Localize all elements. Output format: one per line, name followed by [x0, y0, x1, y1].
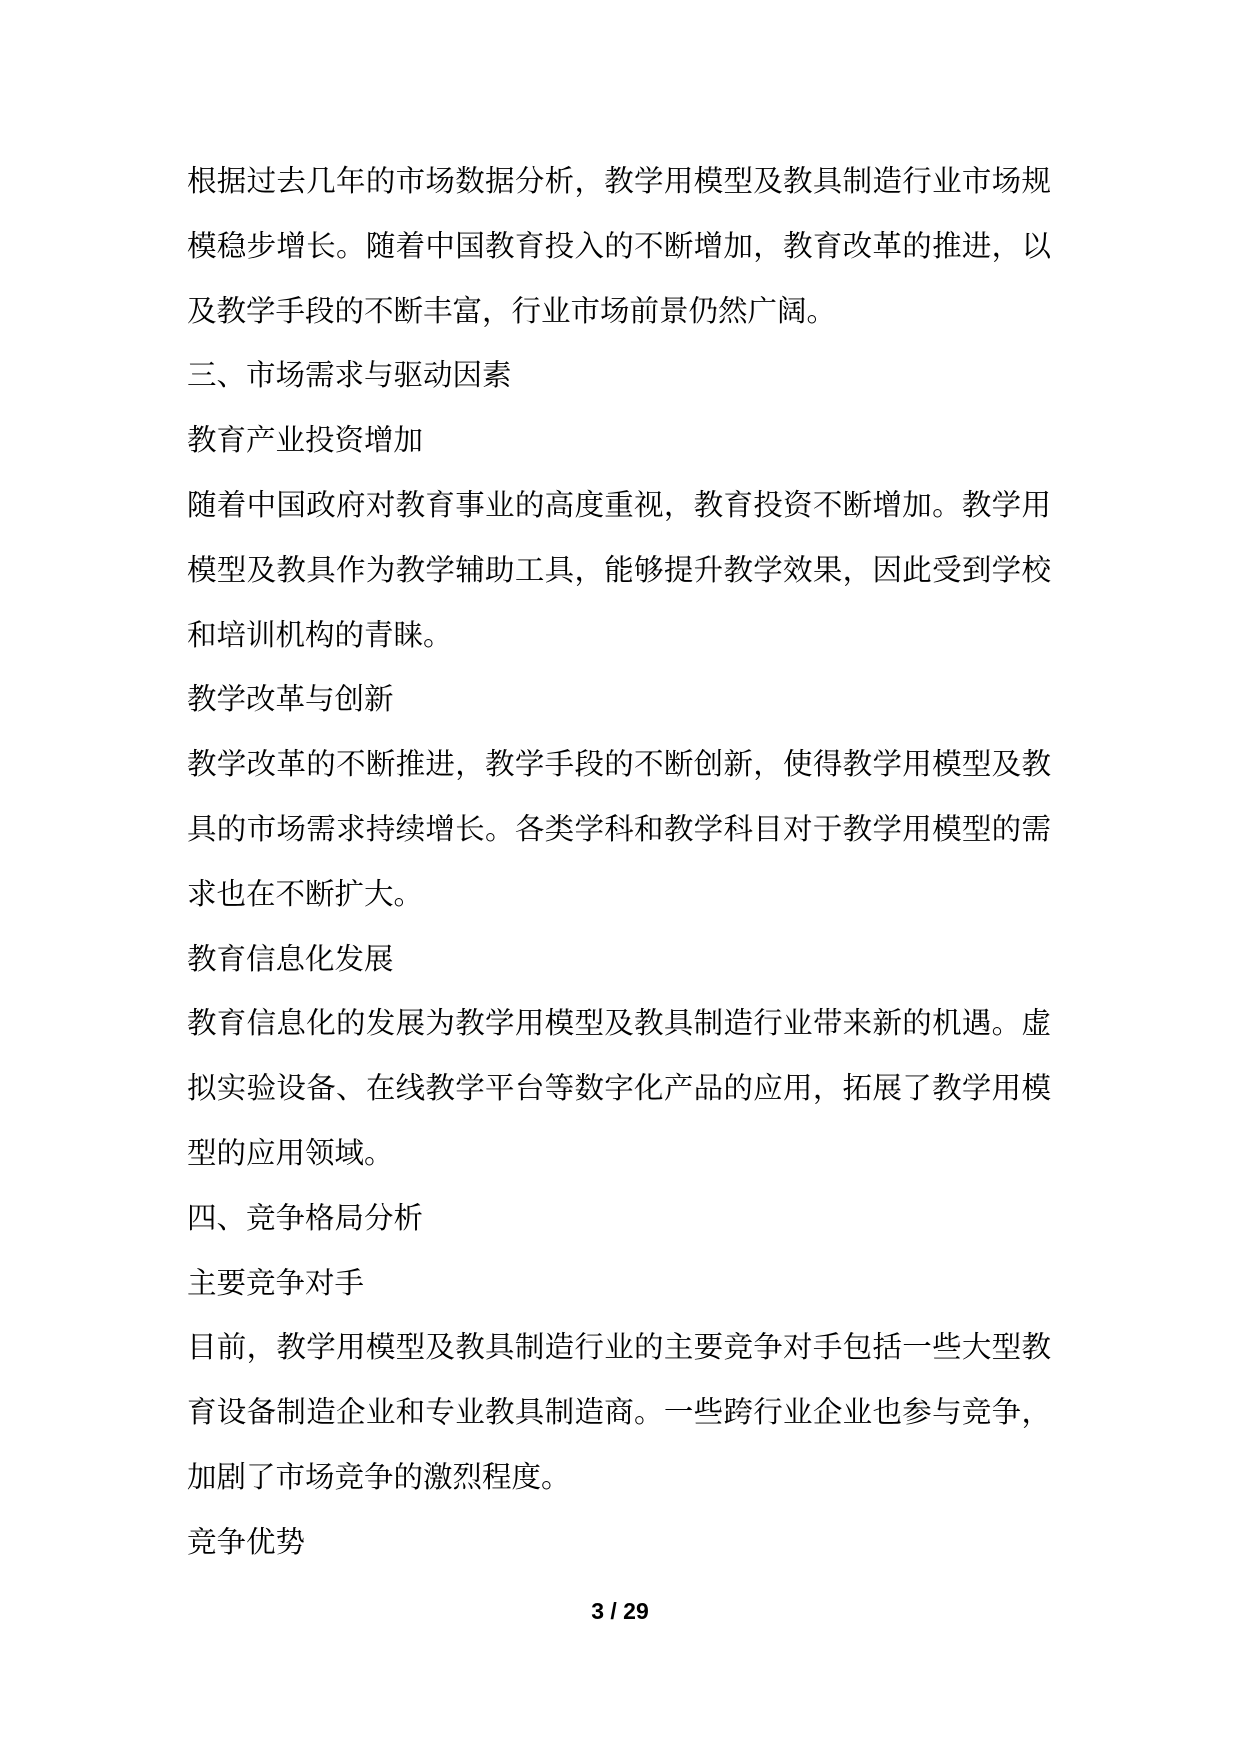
subheading-education-investment: 教育产业投资增加 [187, 425, 424, 458]
subheading-competitive-advantage: 竞争优势 [187, 1526, 306, 1559]
subheading-education-informatization: 教育信息化发展 [187, 943, 394, 976]
body-paragraph-main-competitors: 目前，教学用模型及教具制造行业的主要竞争对手包括一些大型教育设备制造企业和专业教具制造商。一些跨行业企业也参与竞争，加剧了市场竞争的激烈程度。 [187, 1332, 1051, 1494]
body-paragraph-market-growth: 根据过去几年的市场数据分析，教学用模型及教具制造行业市场规模稳步增长。随着中国教育投入的不断增加，教育改革的推进，以及教学手段的不断丰富，行业市场前景仍然广阔。 [187, 166, 1051, 328]
body-paragraph-education-investment: 随着中国政府对教育事业的高度重视，教育投资不断增加。教学用模型及教具作为教学辅助工具，能够提升教学效果，因此受到学校和培训机构的青睐。 [187, 489, 1051, 652]
section-heading-4-competition: 四、竞争格局分析 [187, 1202, 424, 1235]
section-heading-3-market-demand: 三、市场需求与驱动因素 [187, 360, 512, 393]
subheading-teaching-reform: 教学改革与创新 [187, 684, 394, 717]
subheading-main-competitors: 主要竞争对手 [187, 1267, 365, 1300]
body-paragraph-education-informatization: 教育信息化的发展为教学用模型及教具制造行业带来新的机遇。虚拟实验设备、在线教学平台等数字化产品的应用，拓展了教学用模型的应用领域。 [187, 1008, 1051, 1170]
page-number: 3 / 29 [591, 1598, 649, 1624]
body-paragraph-teaching-reform: 教学改革的不断推进，教学手段的不断创新，使得教学用模型及教具的市场需求持续增长。各类学科和教学科目对于教学用模型的需求也在不断扩大。 [187, 749, 1051, 911]
